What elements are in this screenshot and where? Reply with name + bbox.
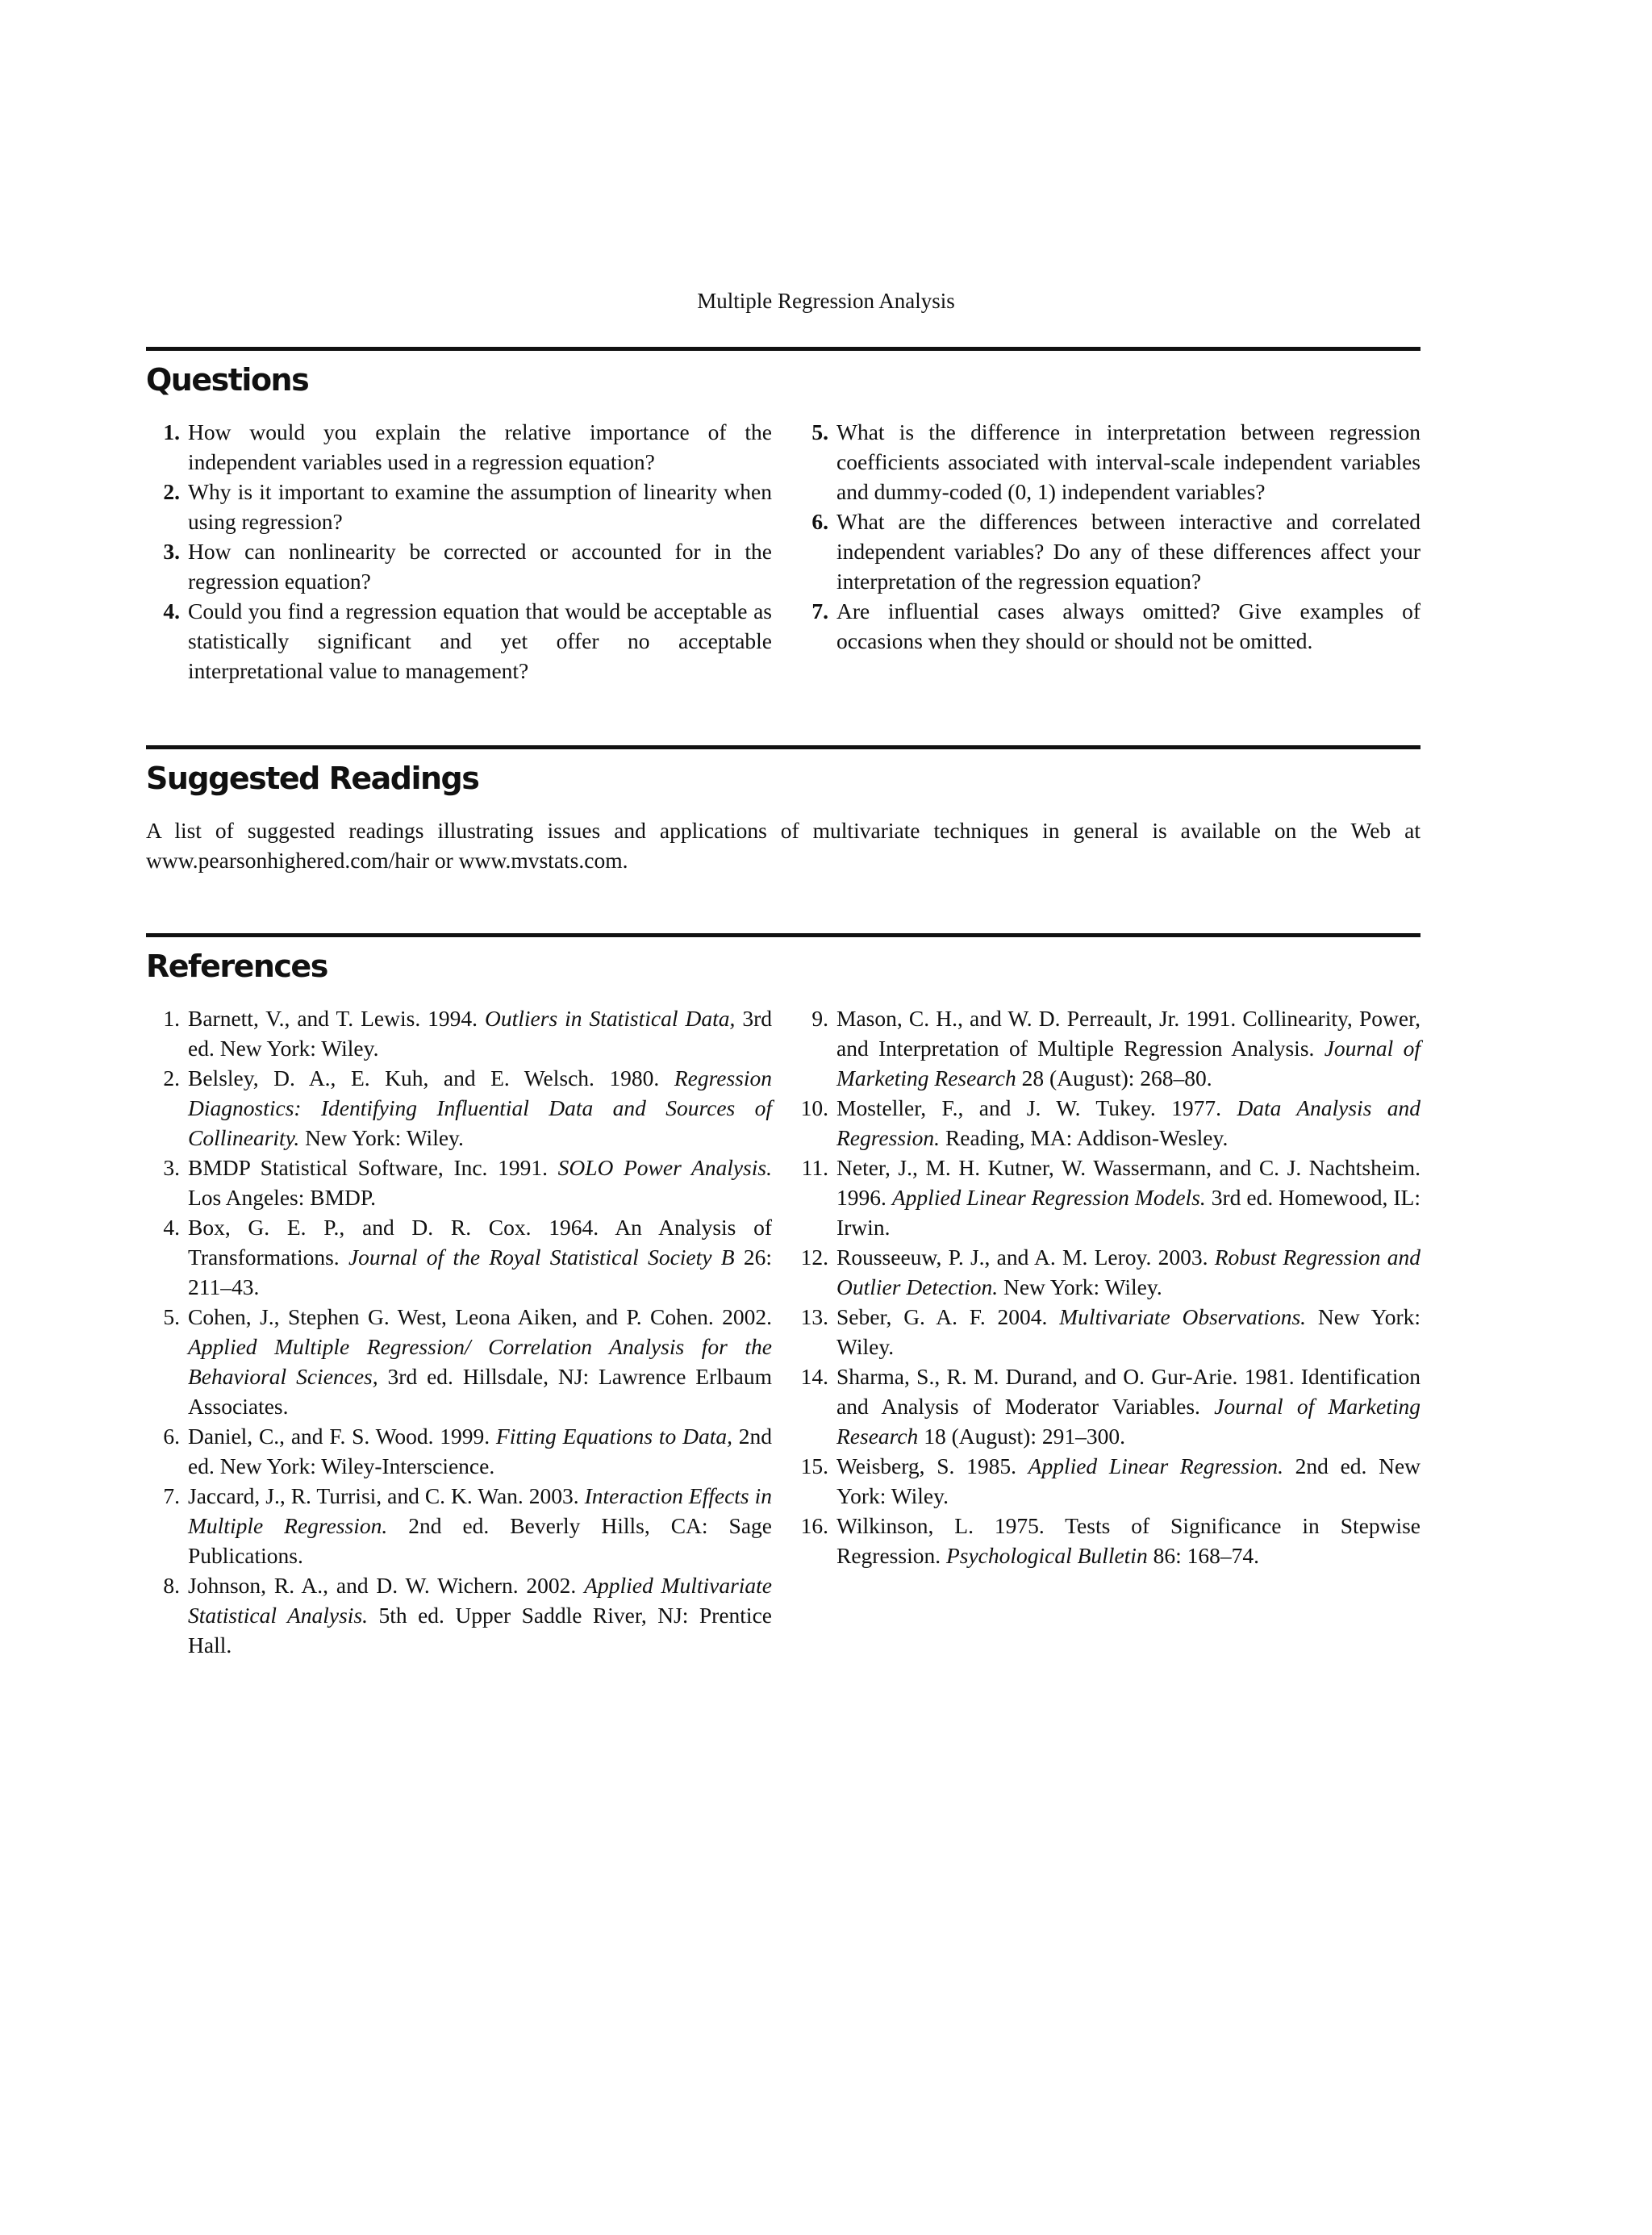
section-rule <box>146 745 1420 749</box>
reference-number: 14. <box>800 1363 828 1389</box>
reference-text <box>188 1063 772 1153</box>
reference-text <box>836 1003 1420 1093</box>
reference-publication: New York: Wiley. <box>998 1274 1162 1299</box>
question-item <box>795 417 1420 507</box>
reference-authors: Johnson, R. A., and D. W. Wichern. 2002. <box>188 1572 585 1598</box>
reference-publication: Los Angeles: BMDP. <box>188 1184 377 1210</box>
question-text: Are influential cases always omitted? Give examples of occasions when they should or should not be omitted. <box>836 598 1420 653</box>
reference-text <box>836 1242 1420 1302</box>
reference-publication: 2nd ed. New York: Wiley-Interscience. <box>188 1423 773 1478</box>
reference-item <box>795 1093 1420 1153</box>
reference-publication: 3rd ed. New York: Wiley. <box>188 1005 772 1061</box>
reference-text <box>188 1153 772 1212</box>
reference-publication: 5th ed. Upper Saddle River, NJ: Prentice Hall. <box>188 1602 772 1657</box>
reference-authors: Weisberg, S. 1985. <box>836 1453 1028 1478</box>
questions-heading: Questions <box>146 362 309 398</box>
questions-section <box>146 347 1420 686</box>
question-item <box>146 417 772 477</box>
question-number: 7. <box>811 598 828 623</box>
reference-text <box>836 1302 1420 1361</box>
reference-title: Journal of Marketing Research <box>836 1393 1420 1449</box>
reference-title: Journal of the Royal Statistical Society B <box>348 1244 735 1270</box>
reference-title: Applied Linear Regression. <box>1028 1453 1283 1478</box>
reference-title: Psychological Bulletin <box>945 1542 1148 1568</box>
reference-item <box>795 1361 1420 1451</box>
reference-authors: Barnett, V., and T. Lewis. 1994. <box>188 1005 486 1031</box>
reference-publication: 28 (August): 268–80. <box>1016 1065 1212 1090</box>
reference-authors: BMDP Statistical Software, Inc. 1991. <box>188 1154 558 1180</box>
reference-item <box>795 1242 1420 1302</box>
question-text: How can nonlinearity be corrected or accounted for in the regression equation? <box>188 538 772 594</box>
reference-authors: Jaccard, J., R. Turrisi, and C. K. Wan. 2003. <box>188 1482 585 1508</box>
reference-number: 12. <box>800 1244 828 1270</box>
reference-item <box>795 1302 1420 1361</box>
question-number: 1. <box>163 419 180 444</box>
question-text: What are the differences between interactive and correlated independent variables? Do any of these differences affect your interpretation of the regression equation? <box>836 508 1420 594</box>
references-heading: References <box>146 949 327 984</box>
reference-publication: 18 (August): 291–300. <box>918 1423 1125 1449</box>
question-number: 4. <box>163 598 180 623</box>
reference-number: 7. <box>163 1482 180 1508</box>
reference-text <box>836 1093 1420 1153</box>
reference-title: Multivariate Observations. <box>1059 1303 1307 1329</box>
reference-item <box>146 1003 772 1063</box>
reference-title: Applied Linear Regression Models. <box>891 1184 1206 1210</box>
reference-number: 15. <box>800 1453 828 1478</box>
reference-authors: Wilkinson, L. 1975. Tests of Significance in Stepwise Regression. <box>836 1512 1420 1568</box>
question-number: 3. <box>163 538 180 564</box>
reference-authors: Sharma, S., R. M. Durand, and O. Gur-Arie. 1981. Identification and Analysis of Moderator Variables. <box>836 1363 1420 1419</box>
reference-text <box>188 1570 772 1660</box>
reference-item <box>146 1063 772 1153</box>
reference-authors: Mosteller, F., and J. W. Tukey. 1977. <box>836 1095 1237 1120</box>
reference-title: Data Analysis and Regression. <box>836 1095 1420 1150</box>
reference-authors: Box, G. E. P., and D. R. Cox. 1964. An Analysis of Transformations. <box>188 1214 772 1270</box>
reference-item <box>146 1481 772 1570</box>
reference-item <box>795 1511 1420 1570</box>
reference-item <box>795 1003 1420 1093</box>
reference-number: 5. <box>163 1303 180 1329</box>
reference-title: Fitting Equations to Data, <box>495 1423 732 1449</box>
reference-publication: New York: Wiley. <box>299 1124 464 1150</box>
reference-item <box>795 1153 1420 1242</box>
question-text: What is the difference in interpretation between regression coefficients associated with interval-scale independent variables and dummy-coded (0, 1) independent variables? <box>836 419 1420 504</box>
question-text: Why is it important to examine the assumption of linearity when using regression? <box>188 478 772 534</box>
question-number: 2. <box>163 478 180 504</box>
reference-title: Robust Regression and Outlier Detection. <box>836 1244 1421 1299</box>
reference-authors: Seber, G. A. F. 2004. <box>836 1303 1060 1329</box>
reference-text <box>188 1481 772 1570</box>
reference-title: Applied Multivariate Statistical Analysis. <box>188 1572 773 1628</box>
reference-authors: Mason, C. H., and W. D. Perreault, Jr. 1991. Collinearity, Power, and Interpretation of Multiple Regression Analysis. <box>836 1005 1420 1061</box>
reference-title: Outliers in Statistical Data, <box>485 1005 736 1031</box>
references-list-right <box>795 1003 1420 1570</box>
questions-list-left <box>146 417 772 686</box>
references-list-left <box>146 1003 772 1660</box>
reference-text <box>836 1153 1420 1242</box>
question-number: 6. <box>811 508 828 534</box>
reference-text <box>836 1451 1420 1511</box>
reference-publication: Reading, MA: Addison-Wesley. <box>940 1124 1229 1150</box>
reference-item <box>146 1570 772 1660</box>
reference-text <box>836 1511 1420 1570</box>
questions-list-right <box>795 417 1420 656</box>
reference-item <box>146 1421 772 1481</box>
reference-number: 11. <box>801 1154 828 1180</box>
reference-number: 2. <box>163 1065 180 1090</box>
question-item <box>146 536 772 596</box>
suggested-readings-heading: Suggested Readings <box>146 761 479 796</box>
reference-publication: 2nd ed. New York: Wiley. <box>836 1453 1421 1508</box>
reference-text <box>188 1003 772 1063</box>
question-number: 5. <box>811 419 828 444</box>
suggested-readings-section <box>146 745 1420 875</box>
reference-item <box>795 1451 1420 1511</box>
section-rule <box>146 347 1420 351</box>
question-item <box>146 477 772 536</box>
reference-item <box>146 1302 772 1421</box>
suggested-readings-text: A list of suggested readings illustrating issues and applications of multivariate techniques in general is available on the Web at www.pearsonhighered.com/hair or www.mvstats.com. <box>146 817 1420 873</box>
reference-title: Regression Diagnostics: Identifying Influential Data and Sources of Collinearity. <box>188 1065 772 1150</box>
reference-number: 1. <box>163 1005 180 1031</box>
reference-publication: 3rd ed. Homewood, IL: Irwin. <box>836 1184 1420 1240</box>
question-text: Could you find a regression equation that would be acceptable as statistically significant and yet offer no acceptable interpretational value to management? <box>188 598 772 683</box>
reference-number: 3. <box>163 1154 180 1180</box>
reference-text <box>188 1212 772 1302</box>
reference-number: 6. <box>163 1423 180 1449</box>
reference-text <box>836 1361 1420 1451</box>
references-section <box>146 933 1420 1660</box>
reference-publication: 86: 168–74. <box>1147 1542 1259 1568</box>
reference-number: 16. <box>800 1512 828 1538</box>
reference-authors: Daniel, C., and F. S. Wood. 1999. <box>188 1423 496 1449</box>
reference-item <box>146 1153 772 1212</box>
reference-number: 13. <box>800 1303 828 1329</box>
running-head: Multiple Regression Analysis <box>697 289 955 313</box>
reference-title: Applied Multiple Regression/ Correlation Analysis for the Behavioral Sciences, <box>188 1333 772 1389</box>
reference-number: 9. <box>811 1005 828 1031</box>
reference-publication: New York: Wiley. <box>836 1303 1420 1359</box>
reference-title: SOLO Power Analysis. <box>557 1154 772 1180</box>
reference-text <box>188 1421 772 1481</box>
reference-authors: Neter, J., M. H. Kutner, W. Wassermann, and C. J. Nachtsheim. 1996. <box>836 1154 1420 1210</box>
section-rule <box>146 933 1420 937</box>
reference-authors: Rousseeuw, P. J., and A. M. Leroy. 2003. <box>836 1244 1215 1270</box>
question-text: How would you explain the relative importance of the independent variables used in a regression equation? <box>188 419 772 474</box>
reference-authors: Cohen, J., Stephen G. West, Leona Aiken, and P. Cohen. 2002. <box>188 1303 772 1329</box>
reference-text <box>188 1302 772 1421</box>
reference-publication: 2nd ed. Beverly Hills, CA: Sage Publications. <box>188 1512 772 1568</box>
reference-number: 8. <box>163 1572 180 1598</box>
reference-publication: 3rd ed. Hillsdale, NJ: Lawrence Erlbaum Associates. <box>188 1363 772 1419</box>
reference-number: 10. <box>800 1095 828 1120</box>
question-item <box>146 596 772 686</box>
reference-number: 4. <box>163 1214 180 1240</box>
reference-publication: 26: 211–43. <box>188 1244 772 1299</box>
question-item <box>795 507 1420 596</box>
question-item <box>795 596 1420 656</box>
reference-item <box>146 1212 772 1302</box>
reference-title: Journal of Marketing Research <box>836 1035 1420 1090</box>
reference-title: Interaction Effects in Multiple Regression. <box>188 1482 772 1538</box>
reference-authors: Belsley, D. A., E. Kuh, and E. Welsch. 1980. <box>188 1065 674 1090</box>
